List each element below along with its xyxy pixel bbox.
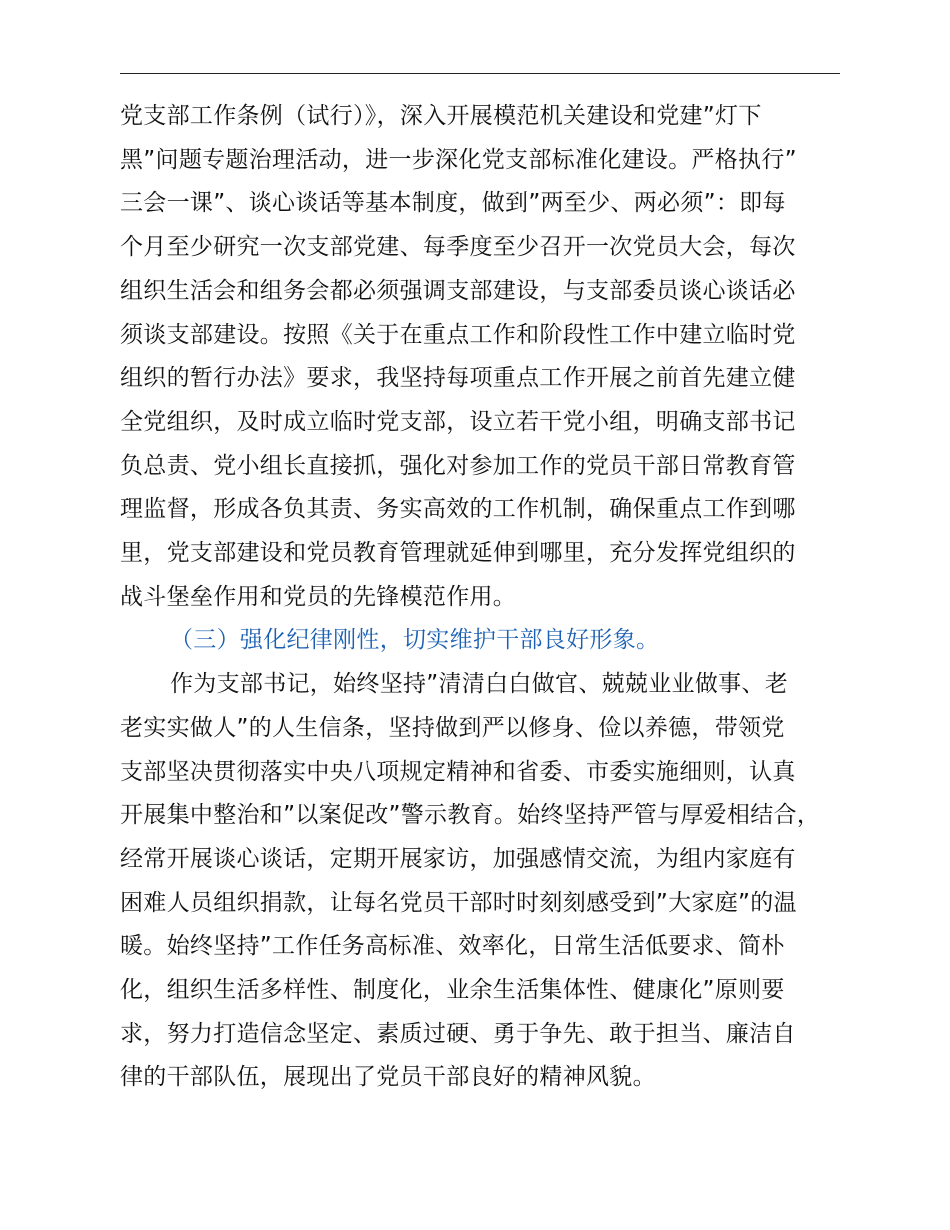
document-body <box>120 95 860 1100</box>
section-heading-text: （三）强化纪律刚性，切实维护干部良好形象。 <box>170 627 660 654</box>
paragraph-line: 暖。始终坚持”工作任务高标准、效率化，日常生活低要求、简朴 <box>120 933 785 960</box>
paragraph-line: 黑”问题专题治理活动，进一步深化党支部标准化建设。严格执行” <box>120 146 797 173</box>
paragraph-line: 作为支部书记，始终坚持”清清白白做官、兢兢业业做事、老 <box>170 671 789 698</box>
paragraph-line: 组织的暂行办法》要求，我坚持每项重点工作开展之前首先建立健 <box>120 365 796 392</box>
paragraph-line: 须谈支部建设。按照《关于在重点工作和阶段性工作中建立临时党 <box>120 321 796 348</box>
paragraph-line: 开展集中整治和”以案促改”警示教育。始终坚持严管与厚爱相结合， <box>120 802 821 829</box>
paragraph-line: 求，努力打造信念坚定、素质过硬、勇于争先、敢于担当、廉洁自 <box>120 1020 796 1047</box>
paragraph-line: 党支部工作条例（试行）》，深入开展模范机关建设和党建”灯下 <box>120 103 762 129</box>
paragraph-line: 负总责、党小组长直接抓，强化对参加工作的党员干部日常教育管 <box>120 452 796 479</box>
paragraph-line: 组织生活会和组务会都必须强调支部建设，与支部委员谈心谈话必 <box>120 277 796 304</box>
paragraph-line: 困难人员组织捐款，让每名党员干部时时刻刻感受到”大家庭”的温 <box>120 889 797 916</box>
paragraph-line: 里，党支部建设和党员教育管理就延伸到哪里，充分发挥党组织的 <box>120 540 796 567</box>
section-heading <box>120 619 860 663</box>
paragraph-line: 化，组织生活多样性、制度化，业余生活集体性、健康化”原则要 <box>120 977 785 1004</box>
paragraph-line: 个月至少研究一次支部党建、每季度至少召开一次党员大会，每次 <box>120 234 796 261</box>
header-rule <box>120 73 840 74</box>
paragraph-line: 老实实做人”的人生信条，坚持做到严以修身、俭以养德，带领党 <box>120 714 785 741</box>
paragraph-1 <box>120 95 860 619</box>
paragraph-2 <box>120 663 860 1100</box>
paragraph-line: 理监督，形成各负其责、务实高效的工作机制，确保重点工作到哪 <box>120 496 796 523</box>
paragraph-line: 三会一课”、谈心谈话等基本制度，做到”两至少、两必须”：即每 <box>120 190 786 217</box>
paragraph-line: 全党组织，及时成立临时党支部，设立若干党小组，明确支部书记 <box>120 408 796 435</box>
paragraph-line: 经常开展谈心谈话，定期开展家访，加强感情交流，为组内家庭有 <box>120 845 796 872</box>
paragraph-line: 战斗堡垒作用和党员的先锋模范作用。 <box>120 583 517 610</box>
paragraph-line: 律的干部队伍，展现出了党员干部良好的精神风貌。 <box>120 1064 656 1091</box>
paragraph-line: 支部坚决贯彻落实中央八项规定精神和省委、市委实施细则，认真 <box>120 758 796 785</box>
